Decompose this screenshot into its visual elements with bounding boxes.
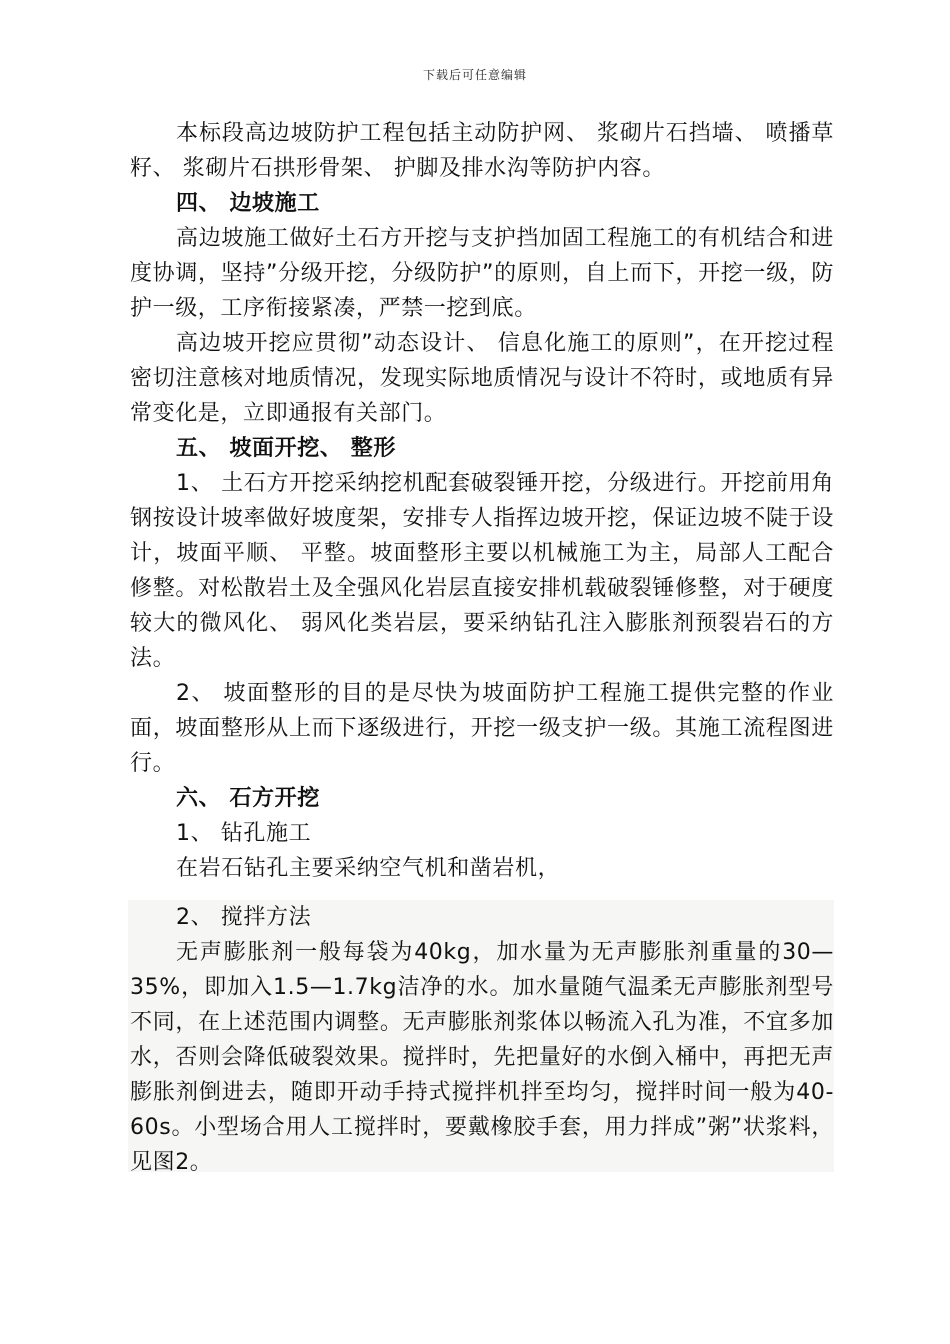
document-body: [130, 116, 834, 886]
section-heading-excavation-shaping: 五、 坡面开挖、 整形: [176, 436, 396, 461]
paragraph-earthwork-excavation: 1、 土石方开挖采纳挖机配套破裂锤开挖，分级进行。开挖前用角钢按设计坡率做好坡度架，安排专人指挥边坡开挖，保证边坡不陡于设计，坡面平顺、 平整。坡面整形主要以机械施工为主，局部人工配合修整。对松散岩土及全强风化岩层直接安排机载破裂锤修整，对于硬度较大的微风化、 弱风化类岩层，要采纳钻孔注入膨胀剂预裂岩石的方法。: [130, 471, 834, 671]
paragraph-slope-shaping: 2、 坡面整形的目的是尽快为坡面防护工程施工提供完整的作业面，坡面整形从上而下逐级进行，开挖一级支护一级。其施工流程图进行。: [130, 681, 834, 776]
paragraph-drilling-equipment: 在岩石钻孔主要采纳空气机和凿岩机，: [176, 856, 561, 881]
section-heading-slope-construction: 四、 边坡施工: [176, 191, 320, 216]
subheading-mixing-method: 2、 搅拌方法: [176, 905, 312, 930]
section-heading-rock-excavation: 六、 石方开挖: [176, 786, 320, 811]
paragraph-slope-coordination: 高边坡施工做好土石方开挖与支护挡加固工程施工的有机结合和进度协调，坚持”分级开挖，分级防护”的原则，自上而下，开挖一级，防护一级，工序衔接紧凑，严禁一挖到底。: [130, 226, 834, 321]
paragraph-dynamic-design: 高边坡开挖应贯彻”动态设计、 信息化施工的原则”，在开挖过程密切注意核对地质情况，发现实际地质情况与设计不符时，或地质有异常变化是，立即通报有关部门。: [130, 331, 834, 426]
paragraph-mixing-details: 无声膨胀剂一般每袋为40kg，加水量为无声膨胀剂重量的30—35%，即加入1.5—1.7kg洁净的水。加水量随气温柔无声膨胀剂型号不同，在上述范围内调整。无声膨胀剂浆体以畅流入孔为准，不宜多加水，否则会降低破裂效果。搅拌时，先把量好的水倒入桶中，再把无声膨胀剂倒进去，随即开动手持式搅拌机拌至均匀，搅拌时间一般为40-60s。小型场合用人工搅拌时，要戴橡胶手套，用力拌成”粥”状浆料，见图2。: [130, 940, 834, 1175]
shaded-section: [130, 900, 834, 1180]
subheading-drilling: 1、 钻孔施工: [176, 821, 312, 846]
page-header-note: 下载后可任意编辑: [422, 68, 527, 82]
paragraph-scope: 本标段高边坡防护工程包括主动防护网、 浆砌片石挡墙、 喷播草籽、 浆砌片石拱形骨架、 护脚及排水沟等防护内容。: [130, 121, 834, 181]
